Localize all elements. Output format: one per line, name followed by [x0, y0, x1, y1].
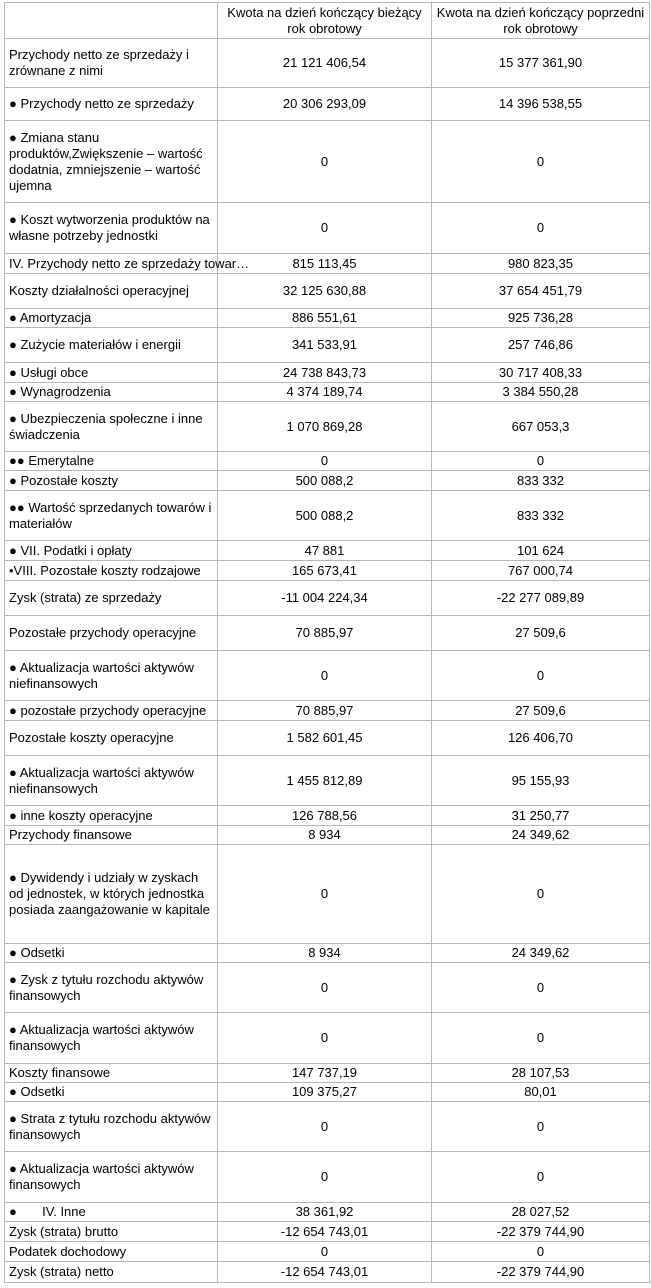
row-previous: 126 406,70: [432, 721, 650, 756]
row-previous: 0: [432, 651, 650, 701]
row-previous: 0: [432, 845, 650, 944]
row-current: 500 088,2: [218, 471, 432, 491]
row-previous: 27 509,6: [432, 616, 650, 651]
row-label: ● Pozostałe koszty: [5, 471, 218, 491]
row-previous: 0: [432, 1152, 650, 1203]
header-current-year: Kwota na dzień kończący bieżący rok obrotowy: [218, 3, 432, 39]
row-previous: 15 377 361,90: [432, 39, 650, 88]
row-label: ● Koszt wytworzenia produktów na własne potrzeby jednostki: [5, 203, 218, 254]
row-previous: 27 509,6: [432, 701, 650, 721]
row-label: Przychody finansowe: [5, 826, 218, 845]
table-row: [5, 88, 650, 121]
row-previous: 31 250,77: [432, 806, 650, 826]
table-row: [5, 1222, 650, 1242]
table-row: [5, 1152, 650, 1203]
row-current: 815 113,45: [218, 254, 432, 274]
row-previous: 14 396 538,55: [432, 88, 650, 121]
row-label: ●● Wartość sprzedanych towarów i materiałów: [5, 491, 218, 541]
row-previous: 833 332: [432, 491, 650, 541]
row-current: 21 121 406,54: [218, 39, 432, 88]
row-label: ● Aktualizacja wartości aktywów finansowych: [5, 1152, 218, 1203]
row-label: ● Usługi obce: [5, 363, 218, 383]
row-previous: -22 379 744,90: [432, 1262, 650, 1283]
row-previous: 80,01: [432, 1083, 650, 1102]
row-previous: 980 823,35: [432, 254, 650, 274]
table-row: [5, 1013, 650, 1064]
row-label: Podatek dochodowy: [5, 1242, 218, 1262]
table-row: [5, 274, 650, 309]
table-row: [5, 756, 650, 806]
row-current: 8 934: [218, 944, 432, 963]
row-previous: 101 624: [432, 541, 650, 561]
table-row: [5, 581, 650, 616]
row-current: 47 881: [218, 541, 432, 561]
row-current: 0: [218, 121, 432, 203]
table-row: [5, 1203, 650, 1222]
row-label: Przychody netto ze sprzedaży i zrównane z nimi: [5, 39, 218, 88]
row-current: 147 737,19: [218, 1064, 432, 1083]
row-previous: 767 000,74: [432, 561, 650, 581]
table-row: [5, 845, 650, 944]
row-label: ● Odsetki: [5, 1083, 218, 1102]
row-current: 0: [218, 203, 432, 254]
row-label: ● inne koszty operacyjne: [5, 806, 218, 826]
row-current: -12 654 743,01: [218, 1222, 432, 1242]
row-previous: 0: [432, 963, 650, 1013]
row-current: 126 788,56: [218, 806, 432, 826]
row-current: 0: [218, 1152, 432, 1203]
row-label: Zysk (strata) ze sprzedaży: [5, 581, 218, 616]
row-current: 1 070 869,28: [218, 402, 432, 452]
row-previous: 667 053,3: [432, 402, 650, 452]
row-current: 70 885,97: [218, 616, 432, 651]
header-row: [5, 3, 650, 39]
table-row: [5, 651, 650, 701]
table-row: [5, 541, 650, 561]
row-label: Koszty finansowe: [5, 1064, 218, 1083]
row-current: 0: [218, 1242, 432, 1262]
row-label: ● Strata z tytułu rozchodu aktywów finansowych: [5, 1102, 218, 1152]
table-row: [5, 1083, 650, 1102]
header-label: [5, 3, 218, 39]
table-row: [5, 806, 650, 826]
row-previous: 28 107,53: [432, 1064, 650, 1083]
table-row: [5, 328, 650, 363]
table-row: [5, 121, 650, 203]
row-previous: 24 349,62: [432, 826, 650, 845]
row-label: ● Amortyzacja: [5, 309, 218, 328]
table-row: [5, 1242, 650, 1262]
row-previous: -22 277 089,89: [432, 581, 650, 616]
table-row: [5, 452, 650, 471]
row-label: Pozostałe koszty operacyjne: [5, 721, 218, 756]
row-previous: 0: [432, 203, 650, 254]
table-row: [5, 826, 650, 845]
row-previous: 28 027,52: [432, 1203, 650, 1222]
row-label: ● Przychody netto ze sprzedaży: [5, 88, 218, 121]
row-label: ● Ubezpieczenia społeczne i inne świadczenia: [5, 402, 218, 452]
row-previous: 37 654 451,79: [432, 274, 650, 309]
table-row: [5, 203, 650, 254]
row-previous: 0: [432, 452, 650, 471]
row-current: 0: [218, 1013, 432, 1064]
row-current: -11 004 224,34: [218, 581, 432, 616]
row-previous: 0: [432, 1013, 650, 1064]
row-current: 0: [218, 963, 432, 1013]
row-label: ●● Emerytalne: [5, 452, 218, 471]
row-label: •VIII. Pozostałe koszty rodzajowe: [5, 561, 218, 581]
row-current: 38 361,92: [218, 1203, 432, 1222]
row-current: 8 934: [218, 826, 432, 845]
row-label: ● pozostałe przychody operacyjne: [5, 701, 218, 721]
table-row: [5, 944, 650, 963]
row-current: 20 306 293,09: [218, 88, 432, 121]
row-label: ● Zużycie materiałów i energii: [5, 328, 218, 363]
row-label: Pozostałe przychody operacyjne: [5, 616, 218, 651]
row-previous: 30 717 408,33: [432, 363, 650, 383]
row-label: Zysk (strata) netto: [5, 1262, 218, 1283]
financial-statement-table: [4, 2, 650, 1283]
table-row: [5, 721, 650, 756]
row-current: 0: [218, 651, 432, 701]
row-current: 70 885,97: [218, 701, 432, 721]
row-current: 0: [218, 452, 432, 471]
row-previous: 0: [432, 1242, 650, 1262]
row-previous: 833 332: [432, 471, 650, 491]
row-label: ● IV. Inne: [5, 1203, 218, 1222]
row-label: ● Dywidendy i udziały w zyskach od jednostek, w których jednostka posiada zaangażowanie w kapitale: [5, 845, 218, 944]
row-label: ● VII. Podatki i opłaty: [5, 541, 218, 561]
table-row: [5, 561, 650, 581]
row-current: 109 375,27: [218, 1083, 432, 1102]
table-row: [5, 383, 650, 402]
table-row: [5, 963, 650, 1013]
row-current: 886 551,61: [218, 309, 432, 328]
row-label: Zysk (strata) brutto: [5, 1222, 218, 1242]
table-row: [5, 254, 650, 274]
table-row: [5, 1102, 650, 1152]
row-previous: 925 736,28: [432, 309, 650, 328]
table-row: [5, 309, 650, 328]
row-previous: 0: [432, 121, 650, 203]
row-current: 24 738 843,73: [218, 363, 432, 383]
row-current: 0: [218, 1102, 432, 1152]
row-previous: 257 746,86: [432, 328, 650, 363]
row-current: 341 533,91: [218, 328, 432, 363]
row-previous: 24 349,62: [432, 944, 650, 963]
row-current: 500 088,2: [218, 491, 432, 541]
row-previous: 95 155,93: [432, 756, 650, 806]
row-label: ● Aktualizacja wartości aktywów niefinansowych: [5, 651, 218, 701]
row-current: 32 125 630,88: [218, 274, 432, 309]
table-row: [5, 39, 650, 88]
row-previous: -22 379 744,90: [432, 1222, 650, 1242]
row-label: ● Odsetki: [5, 944, 218, 963]
row-current: 1 455 812,89: [218, 756, 432, 806]
row-label: ● Wynagrodzenia: [5, 383, 218, 402]
table-row: [5, 1064, 650, 1083]
table-row: [5, 363, 650, 383]
table-row: [5, 491, 650, 541]
row-label: IV. Przychody netto ze sprzedaży towar…: [5, 254, 218, 274]
table-row: [5, 701, 650, 721]
header-previous-year: Kwota na dzień kończący poprzedni rok obrotowy: [432, 3, 650, 39]
row-current: 0: [218, 845, 432, 944]
row-label: ● Zmiana stanu produktów,Zwiększenie – wartość dodatnia, zmniejszenie – wartość ujemna: [5, 121, 218, 203]
row-current: 1 582 601,45: [218, 721, 432, 756]
row-label: Koszty działalności operacyjnej: [5, 274, 218, 309]
table-row: [5, 402, 650, 452]
row-previous: 0: [432, 1102, 650, 1152]
row-current: 4 374 189,74: [218, 383, 432, 402]
row-label: ● Aktualizacja wartości aktywów niefinansowych: [5, 756, 218, 806]
table-row: [5, 1262, 650, 1283]
row-label: ● Zysk z tytułu rozchodu aktywów finansowych: [5, 963, 218, 1013]
row-label: ● Aktualizacja wartości aktywów finansowych: [5, 1013, 218, 1064]
table-row: [5, 471, 650, 491]
row-previous: 3 384 550,28: [432, 383, 650, 402]
row-current: 165 673,41: [218, 561, 432, 581]
row-current: -12 654 743,01: [218, 1262, 432, 1283]
table-row: [5, 616, 650, 651]
